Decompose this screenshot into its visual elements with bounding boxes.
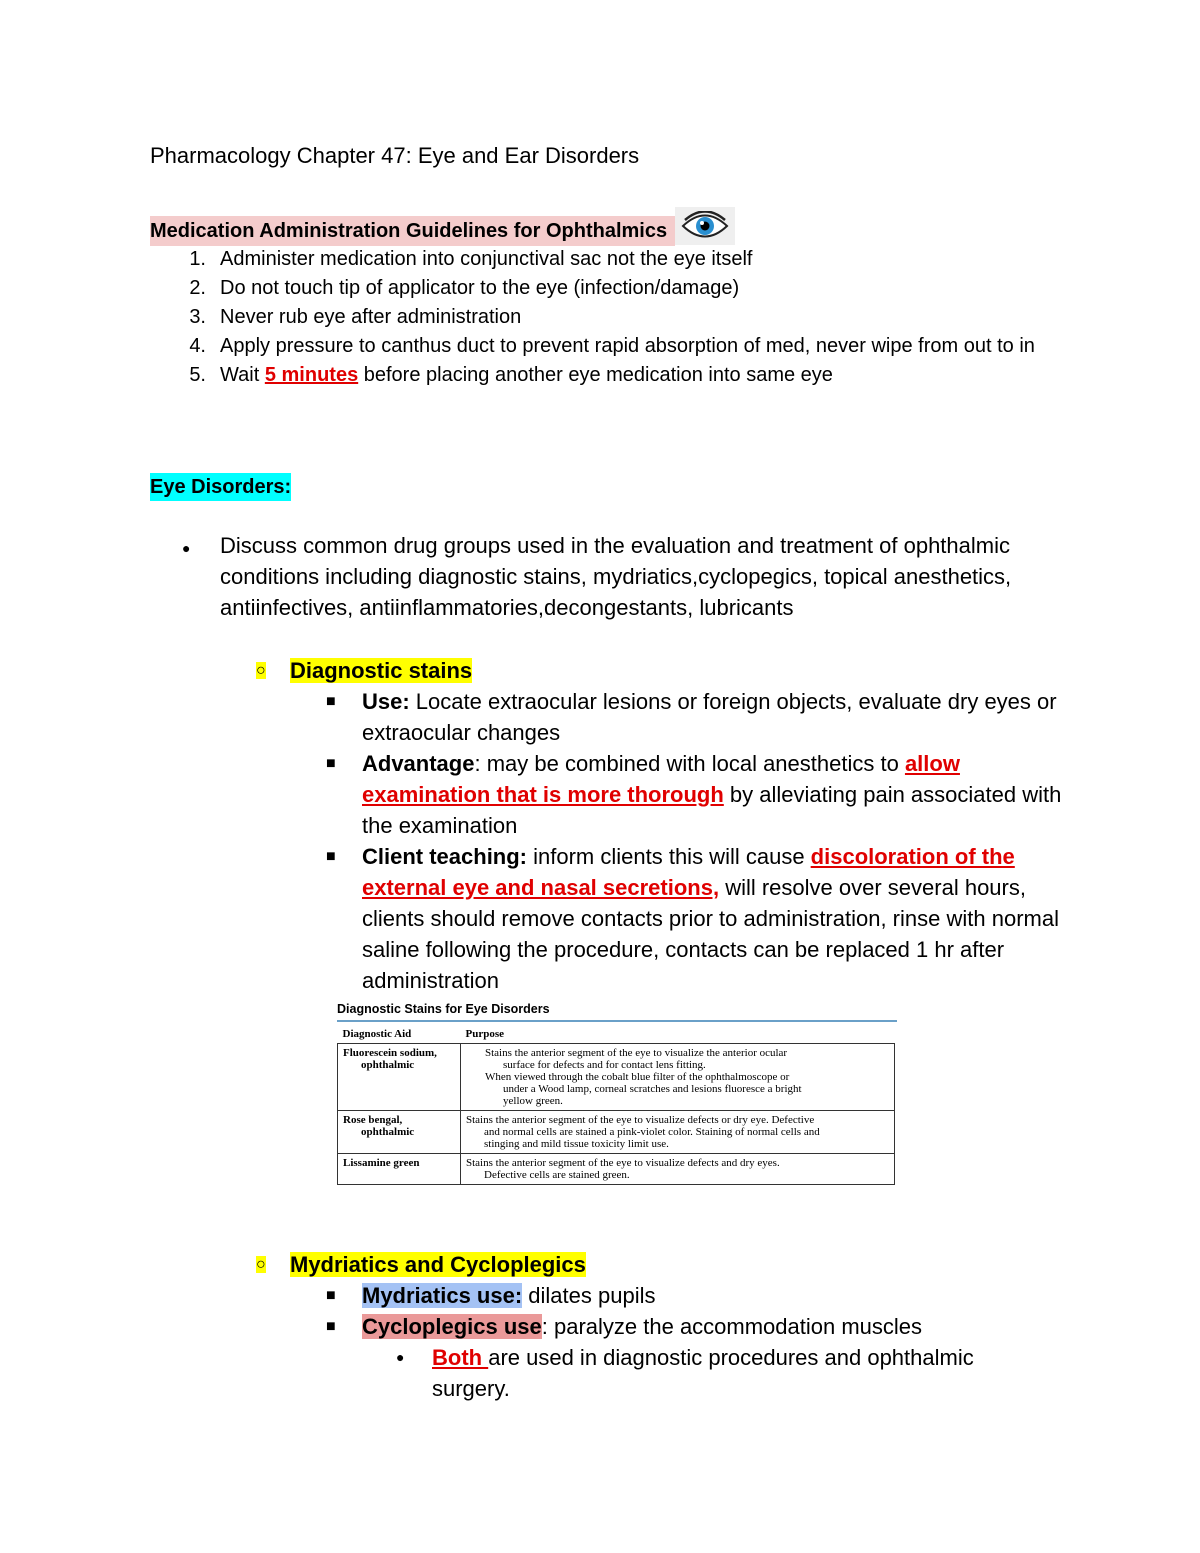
eye-disorders-heading: Eye Disorders:	[150, 473, 291, 501]
table-row: Lissamine green Stains the anterior segment of the eye to visualize defects and dry eyes. Defective cells are stained green.	[338, 1154, 895, 1185]
eye-icon	[675, 207, 735, 245]
list-item: 1. Administer medication into conjunctival sac not the eye itself	[189, 248, 753, 270]
list-item: ■ Mydriatics use: dilates pupils	[326, 1280, 1066, 1311]
ophthalmics-heading: Medication Administration Guidelines for Ophthalmics	[150, 216, 675, 246]
emphasis-red: 5 minutes	[264, 364, 359, 386]
square-bullet-icon: ■	[326, 848, 336, 865]
list-item: 4. Apply pressure to canthus duct to prevent rapid absorption of med, never wipe from out to in	[189, 335, 1035, 357]
table-row: Rose bengal, ophthalmic Stains the anterior segment of the eye to visualize defects or dry eye. Defective and normal cells are stained a pink-violet color. Staining of normal cells and stinging and mild tissue toxicity limit use.	[338, 1111, 895, 1154]
list-item: ● Both are used in diagnostic procedures and ophthalmic surgery.	[396, 1342, 1056, 1404]
table-title: Diagnostic Stains for Eye Disorders	[337, 1002, 550, 1016]
emphasis-red: Both	[432, 1345, 489, 1370]
list-item: 2. Do not touch tip of applicator to the eye (infection/damage)	[189, 277, 740, 299]
circle-bullet-icon: ○	[256, 662, 266, 679]
table-rule	[337, 1020, 897, 1022]
list-item: ■ Client teaching: inform clients this will cause discoloration of the external eye and nasal secretions, will resolve over several hours, clients should remove contacts prior to administration, rinse with normal saline following the procedure, contacts can be replaced 1 hr after administration	[326, 841, 1066, 996]
list-item: 3. Never rub eye after administration	[189, 306, 522, 328]
diagnostic-stains-table	[337, 1003, 897, 1185]
list-item: ■ Use: Locate extraocular lesions or foreign objects, evaluate dry eyes or extraocular changes	[326, 686, 1066, 748]
subheading-mydriatics: ○ Mydriatics and Cycloplegics	[256, 1249, 586, 1280]
square-bullet-icon: ■	[326, 1318, 336, 1335]
list-item: ■ Cycloplegics use: paralyze the accommodation muscles	[326, 1311, 1066, 1342]
list-item: ■ Advantage: may be combined with local anesthetics to allow examination that is more thorough by alleviating pain associated with the examination	[326, 748, 1066, 841]
bullet-icon: ●	[182, 540, 191, 556]
table-row: Fluorescein sodium, ophthalmic Stains the anterior segment of the eye to visualize the anterior ocular surface for defects and for contact lens fitting. When viewed through the cobalt blue filter of the ophthalmoscope or under a Wood lamp, corneal scratches and lesions fluoresce a bright yellow green.	[338, 1044, 895, 1111]
square-bullet-icon: ■	[326, 1287, 336, 1304]
list-item: 5. Wait 5 minutes before placing another eye medication into same eye	[189, 364, 833, 386]
emphasis-red: allow examination that is more thorough	[362, 751, 960, 807]
table-header: Diagnostic Aid	[338, 1026, 461, 1044]
page-title: Pharmacology Chapter 47: Eye and Ear Disorders	[150, 143, 640, 168]
section-heading-ophthalmics	[150, 215, 735, 247]
list-item: ● Discuss common drug groups used in the evaluation and treatment of ophthalmic conditions including diagnostic stains, mydriatics,cyclopegics, topical anesthetics, antiinfectives, antiinflammatories,decongestants, lubricants	[182, 530, 1062, 623]
square-bullet-icon: ■	[326, 693, 336, 710]
bullet-icon: ●	[396, 1349, 405, 1365]
circle-bullet-icon: ○	[256, 1256, 266, 1273]
subheading-diagnostic-stains: ○ Diagnostic stains	[256, 655, 472, 686]
emphasis-red: discoloration of the external eye and nasal secretions,	[362, 844, 1015, 900]
square-bullet-icon: ■	[326, 755, 336, 772]
guidelines-list	[182, 245, 1062, 390]
table-header: Purpose	[461, 1026, 895, 1044]
